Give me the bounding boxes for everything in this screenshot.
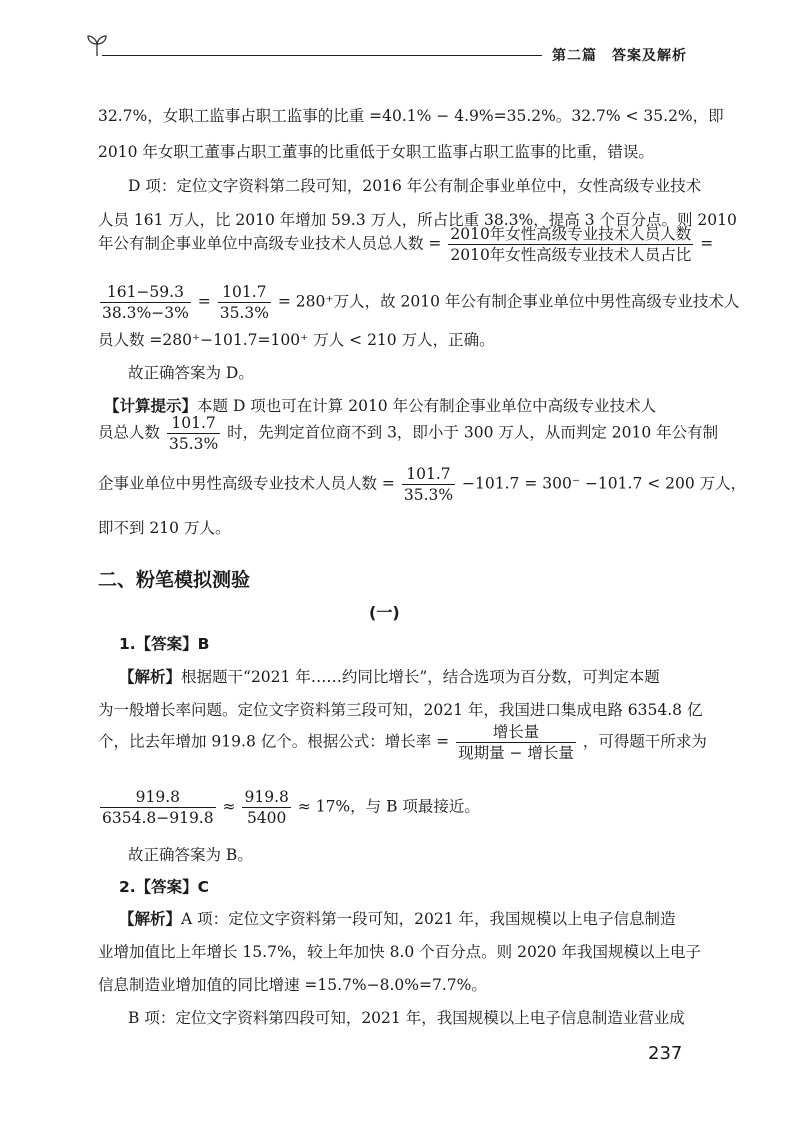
fraction <box>242 787 290 828</box>
fraction-numerator: 919.8 <box>100 787 216 808</box>
fraction-denominator: 38.3%−3% <box>102 304 189 322</box>
calc-tip-tag: 【计算提示】 <box>104 397 198 415</box>
text-line: B 项：定位文字资料第四段可知，2021 年，我国规模以上电子信息制造业营业成 <box>128 1009 685 1027</box>
formula-text: ≈ <box>222 797 236 816</box>
fraction-numerator: 101.7 <box>167 413 220 434</box>
text-line: 业增加值比上年增长 15.7%，较上年加快 8.0 个百分点。则 2020 年我国规模以上电子 <box>98 943 701 961</box>
fraction-denominator: 现期量 − 增长量 <box>458 744 574 762</box>
formula-line <box>98 282 739 323</box>
formula-text: = <box>700 234 714 253</box>
formula-text: = <box>197 292 211 311</box>
fraction <box>167 413 220 454</box>
text-line: 为一般增长率问题。定位文字资料第三段可知，2021 年，我国进口集成电路 6354.8 亿 <box>98 701 703 719</box>
fraction <box>100 787 216 828</box>
text-span: 根据题干“2021 年……约同比增长”，结合选项为百分数，可判定本题 <box>181 668 660 686</box>
text-line <box>119 907 676 929</box>
formula-line <box>98 224 713 265</box>
fraction-denominator: 35.3% <box>403 486 454 504</box>
analysis-tag: 【解析】 <box>119 668 182 686</box>
fraction-denominator: 2010年女性高级专业技术人员占比 <box>450 246 692 264</box>
text-line: 人员 161 万人，比 2010 年增加 59.3 万人，所占比重 38.3%，提高 3 个百分点。则 2010 <box>98 211 737 229</box>
formula-line <box>98 722 707 763</box>
fraction-numerator: 101.7 <box>218 282 271 303</box>
formula-text: 年公有制企事业单位中高级专业技术人员总人数 = <box>98 234 442 253</box>
page-number: 237 <box>648 1043 683 1064</box>
text-line <box>119 665 660 687</box>
text-line: 信息制造业增加值的同比增速 =15.7%−8.0%=7.7%。 <box>98 976 487 994</box>
answer-label-text: 1.【答案】B <box>119 635 210 653</box>
fraction-numerator: 101.7 <box>402 464 455 485</box>
answer-label <box>119 875 209 897</box>
section-heading: 二、粉笔模拟测验 <box>98 569 251 591</box>
fraction <box>402 464 455 505</box>
text-line: 故正确答案为 D。 <box>128 364 254 382</box>
formula-text: 时，先判定首位商不到 3，即小于 300 万人，从而判定 2010 年公有制 <box>227 423 719 442</box>
formula-line <box>98 413 718 454</box>
formula-line <box>98 464 746 505</box>
fraction-numerator: 161−59.3 <box>100 282 191 303</box>
formula-text: ≈ 17%，与 B 项最接近。 <box>297 797 480 816</box>
answer-label <box>119 632 210 654</box>
text-line: 即不到 210 万人。 <box>98 519 231 537</box>
fraction <box>456 722 576 763</box>
fraction-denominator: 5400 <box>246 809 287 827</box>
text-line: D 项：定位文字资料第二段可知，2016 年公有制企事业单位中，女性高级专业技术 <box>128 177 702 195</box>
fraction-numerator: 2010年女性高级专业技术人员人数 <box>450 225 692 243</box>
sprout-icon <box>86 33 108 57</box>
text-line: 员人数 =280⁺−101.7=100⁺ 万人 < 210 万人，正确。 <box>98 331 495 349</box>
fraction <box>448 224 693 265</box>
formula-text: 员总人数 <box>98 423 161 442</box>
text-span: 本题 D 项也可在计算 2010 年公有制企事业单位中高级专业技术人 <box>197 397 657 415</box>
text-line: 2010 年女职工董事占职工董事的比重低于女职工监事占职工监事的比重，错误。 <box>98 143 654 161</box>
formula-text: = 280⁺万人，故 2010 年公有制企事业单位中男性高级专业技术人 <box>277 292 740 311</box>
fraction-numerator: 919.8 <box>244 788 289 806</box>
analysis-tag: 【解析】 <box>119 910 182 928</box>
answer-label-text: 2.【答案】C <box>119 878 210 896</box>
formula-line <box>98 787 480 828</box>
formula-text: 企事业单位中男性高级专业技术人员人数 = <box>98 474 395 493</box>
fraction-numerator: 增长量 <box>456 722 576 743</box>
formula-text: −101.7 = 300⁻ −101.7 < 200 万人， <box>462 474 747 493</box>
fraction-denominator: 35.3% <box>168 435 219 453</box>
text-span: A 项：定位文字资料第一段可知，2021 年，我国规模以上电子信息制造 <box>181 910 676 928</box>
text-line: 32.7%，女职工监事占职工监事的比重 =40.1% − 4.9%=35.2%。32.7% < 35.2%，即 <box>98 107 724 125</box>
fraction <box>100 282 191 323</box>
formula-text: 个，比去年增加 919.8 亿个。根据公式：增长率 = <box>98 732 450 751</box>
header-section-title: 第二篇 答案及解析 <box>552 48 687 64</box>
header-rule <box>102 55 542 56</box>
formula-text: ，可得题干所求为 <box>582 732 707 751</box>
subsection-heading: (一) <box>369 603 400 622</box>
fraction-denominator: 6354.8−919.8 <box>102 809 214 827</box>
text-line: 故正确答案为 B。 <box>128 846 253 864</box>
fraction-denominator: 35.3% <box>219 304 269 322</box>
fraction <box>218 282 271 323</box>
